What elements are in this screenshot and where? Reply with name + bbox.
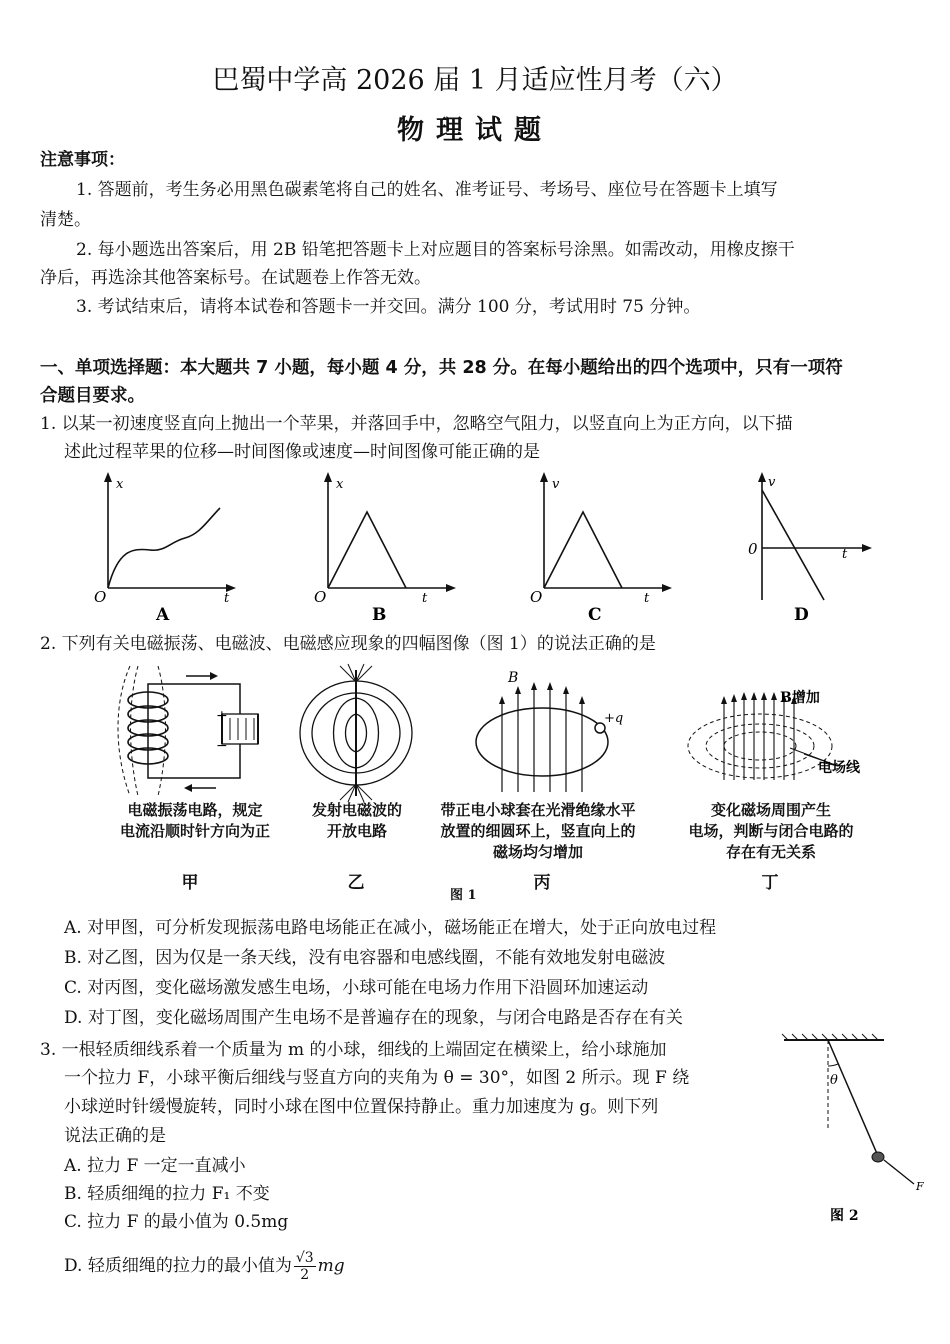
q3-figure-label: 图 2 (830, 1208, 859, 1224)
q2-cap-jia: 电磁振荡电路，规定 电流沿顺时针方向为正 (119, 801, 270, 840)
q3-option-a: A. 拉力 F 一定一直减小 (64, 1156, 246, 1176)
q1-c-xlabel: t (644, 591, 650, 606)
q2-fig-ding (680, 662, 880, 802)
notice-item-2-cont: 净后，再选涂其他答案标号。在试题卷上作答无效。 (40, 268, 431, 288)
q1-stem-cont: 述此过程苹果的位移—时间图像或速度—时间图像可能正确的是 (64, 442, 540, 462)
svg-text:+: + (216, 708, 228, 724)
section-heading-cont: 合题目要求。 (40, 386, 145, 406)
q1-c-label: C (588, 605, 602, 625)
q2-figure-label: 图 1 (450, 888, 477, 903)
svg-text:θ: θ (830, 1073, 838, 1088)
q1-b-ylabel: x (336, 477, 344, 492)
q1-c-ylabel: v (552, 477, 560, 492)
exam-title: 巴蜀中学高 2026 届 1 月适应性月考（六） (212, 65, 738, 96)
q3-stem: 3. 一根轻质细线系着一个质量为 m 的小球，细线的上端固定在横梁上，给小球施加 (40, 1040, 667, 1060)
q2-stem: 2. 下列有关电磁振荡、电磁波、电磁感应现象的四幅图像（图 1）的说法正确的是 (40, 634, 656, 654)
q1-b-label: B (372, 605, 387, 625)
q1-d-xlabel: t (842, 547, 848, 562)
q1-d-label: D (794, 605, 809, 625)
notice-item-1: 1. 答题前，考生务必用黑色碳素笔将自己的姓名、准考证号、考场号、座位号在答题卡上填写 (76, 180, 778, 200)
q1-graph-a (90, 470, 240, 625)
q3-stem-cont-1: 一个拉力 F，小球平衡后细线与竖直方向的夹角为 θ = 30°，如图 2 所示。现 F 绕 (64, 1068, 690, 1088)
q2-cap-yi: 发射电磁波的 开放电路 (311, 801, 402, 840)
q2-fig-jia (100, 662, 280, 802)
exam-subject: 物理试题 (397, 115, 553, 146)
q2-name-ding: 丁 (761, 873, 779, 893)
q2-cap-bing: 带正电小球套在光滑绝缘水平 放置的细圆环上，竖直向上的 磁场均匀增加 (440, 801, 636, 861)
q1-d-origin: 0 (748, 540, 758, 558)
q2-fig-bing (468, 662, 628, 802)
q2-option-d: D. 对丁图，变化磁场周围产生电场不是普遍存在的现象，与闭合电路是否存在有关 (64, 1008, 683, 1028)
q1-stem: 1. 以某一初速度竖直向上抛出一个苹果，并落回手中，忽略空气阻力，以竖直向上为正方向，以下描 (40, 414, 793, 434)
q1-d-ylabel: v (768, 475, 776, 490)
svg-text:B增加: B增加 (780, 690, 820, 706)
q1-graph-b (310, 470, 460, 625)
q3-option-b: B. 轻质细绳的拉力 F₁ 不变 (64, 1184, 270, 1204)
q1-c-origin: O (530, 588, 543, 606)
svg-text:电场线: 电场线 (818, 760, 860, 776)
q3-option-c: C. 拉力 F 的最小值为 0.5mg (64, 1212, 289, 1232)
q1-b-origin: O (314, 588, 327, 606)
svg-text:B: B (508, 670, 519, 686)
q2-cap-ding: 变化磁场周围产生 电场，判断与闭合电路的 存在有无关系 (688, 801, 854, 861)
q2-option-c: C. 对丙图，变化磁场激发感生电场，小球可能在电场力作用下沿圆环加速运动 (64, 978, 649, 998)
q2-option-a: A. 对甲图，可分析发现振荡电路电场能正在减小，磁场能正在增大，处于正向放电过程 (64, 918, 717, 938)
q1-a-label: A (156, 605, 170, 625)
notice-item-2: 2. 每小题选出答案后，用 2B 铅笔把答题卡上对应题目的答案标号涂黑。如需改动，用橡皮擦干 (76, 240, 795, 260)
notice-item-1-cont: 清楚。 (40, 210, 91, 230)
q1-a-ylabel: x (116, 477, 124, 492)
notice-heading: 注意事项： (40, 150, 125, 170)
q1-graph-c (526, 470, 676, 625)
q1-a-xlabel: t (224, 591, 230, 606)
q1-b-xlabel: t (422, 591, 428, 606)
q3-stem-cont-2: 小球逆时针缓慢旋转，同时小球在图中位置保持静止。重力加速度为 g。则下列 (64, 1097, 659, 1117)
section-heading: 一、单项选择题：本大题共 7 小题，每小题 4 分，共 28 分。在每小题给出的四个选项中，只有一项符 (40, 358, 843, 378)
q3-option-d: D. 轻质细绳的拉力的最小值为 $\frac{√3}{2}$ mg (64, 1250, 345, 1283)
q3-stem-cont-3: 说法正确的是 (64, 1126, 166, 1146)
q2-name-bing: 丙 (533, 873, 551, 893)
q2-fig-yi (296, 662, 416, 802)
svg-text:F: F (916, 1180, 924, 1193)
q2-name-jia: 甲 (181, 873, 199, 893)
svg-text:+q: +q (604, 711, 624, 726)
q3-figure (780, 1030, 940, 1230)
q2-name-yi: 乙 (347, 873, 365, 893)
notice-item-3: 3. 考试结束后，请将本试卷和答题卡一并交回。满分 100 分，考试用时 75 分钟。 (76, 297, 701, 317)
q2-option-b: B. 对乙图，因为仅是一条天线，没有电容器和电感线圈，不能有效地发射电磁波 (64, 948, 666, 968)
svg-text:−: − (216, 738, 228, 754)
q1-a-origin: O (94, 588, 107, 606)
q1-graph-d (740, 470, 890, 625)
